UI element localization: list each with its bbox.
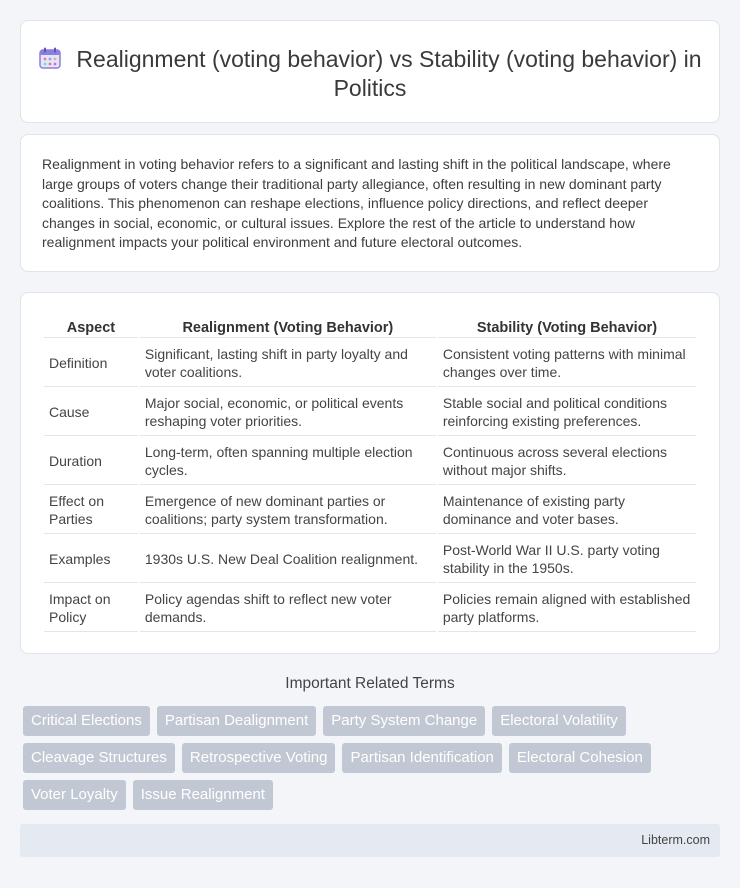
tag-partisan-dealignment[interactable]: Partisan Dealignment (157, 706, 316, 736)
intro-card (20, 134, 720, 272)
table-row (44, 487, 696, 534)
row-realignment: Significant, lasting shift in party loyalty and voter coalitions. (140, 340, 436, 387)
tag-row (23, 743, 699, 773)
row-aspect: Cause (44, 389, 138, 436)
row-realignment: Policy agendas shift to reflect new voter demands. (140, 585, 436, 632)
row-stability: Post-World War II U.S. party voting stability in the 1950s. (438, 536, 696, 583)
comparison-card (20, 292, 720, 654)
table-row (44, 585, 696, 632)
footer-site-link[interactable]: Libterm.com (641, 833, 710, 847)
tag-voter-loyalty[interactable]: Voter Loyalty (23, 780, 126, 810)
page-title: Realignment (voting behavior) vs Stability (voting behavior) in Politics (76, 46, 702, 101)
header-realignment: Realignment (Voting Behavior) (140, 318, 436, 338)
table-row (44, 389, 696, 436)
tag-row (23, 706, 699, 736)
table-row (44, 438, 696, 485)
page-title-wrap (21, 45, 719, 103)
row-aspect: Duration (44, 438, 138, 485)
tag-issue-realignment[interactable]: Issue Realignment (133, 780, 273, 810)
row-stability: Maintenance of existing party dominance and voter bases. (438, 487, 696, 534)
related-terms-heading: Important Related Terms (285, 675, 455, 692)
row-realignment: 1930s U.S. New Deal Coalition realignment. (140, 536, 436, 583)
row-stability: Policies remain aligned with established party platforms. (438, 585, 696, 632)
intro-paragraph: Realignment in voting behavior refers to a significant and lasting shift in the political landscape, where large groups of voters change their traditional party allegiance, often resulting in new dominant party coalitions. This phenomenon can reshape elections, influence policy directions, and reflect deeper changes in social, economic, or cultural issues. Explore the rest of the article to understand how realignment impacts your political environment and future electoral outcomes. (42, 156, 671, 251)
tag-electoral-cohesion[interactable]: Electoral Cohesion (509, 743, 651, 773)
row-realignment: Long-term, often spanning multiple election cycles. (140, 438, 436, 485)
tag-row (23, 780, 699, 810)
comparison-table (42, 316, 698, 634)
tag-party-system-change[interactable]: Party System Change (323, 706, 485, 736)
tag-electoral-volatility[interactable]: Electoral Volatility (492, 706, 626, 736)
tag-partisan-identification[interactable]: Partisan Identification (342, 743, 501, 773)
title-card (20, 20, 720, 123)
tag-cleavage-structures[interactable]: Cleavage Structures (23, 743, 175, 773)
table-header-row (44, 318, 696, 338)
row-aspect: Effect on Parties (44, 487, 138, 534)
row-stability: Stable social and political conditions reinforcing existing preferences. (438, 389, 696, 436)
table-row (44, 536, 696, 583)
header-stability: Stability (Voting Behavior) (438, 318, 696, 338)
row-aspect: Examples (44, 536, 138, 583)
row-realignment: Major social, economic, or political events reshaping voter priorities. (140, 389, 436, 436)
row-stability: Consistent voting patterns with minimal changes over time. (438, 340, 696, 387)
row-realignment: Emergence of new dominant parties or coalitions; party system transformation. (140, 487, 436, 534)
row-aspect: Definition (44, 340, 138, 387)
calendar-icon (38, 46, 62, 70)
row-stability: Continuous across several elections without major shifts. (438, 438, 696, 485)
header-aspect: Aspect (44, 318, 138, 338)
tag-critical-elections[interactable]: Critical Elections (23, 706, 150, 736)
related-terms-list (23, 706, 699, 817)
tag-retrospective-voting[interactable]: Retrospective Voting (182, 743, 336, 773)
footer (20, 824, 720, 857)
table-row (44, 340, 696, 387)
row-aspect: Impact on Policy (44, 585, 138, 632)
